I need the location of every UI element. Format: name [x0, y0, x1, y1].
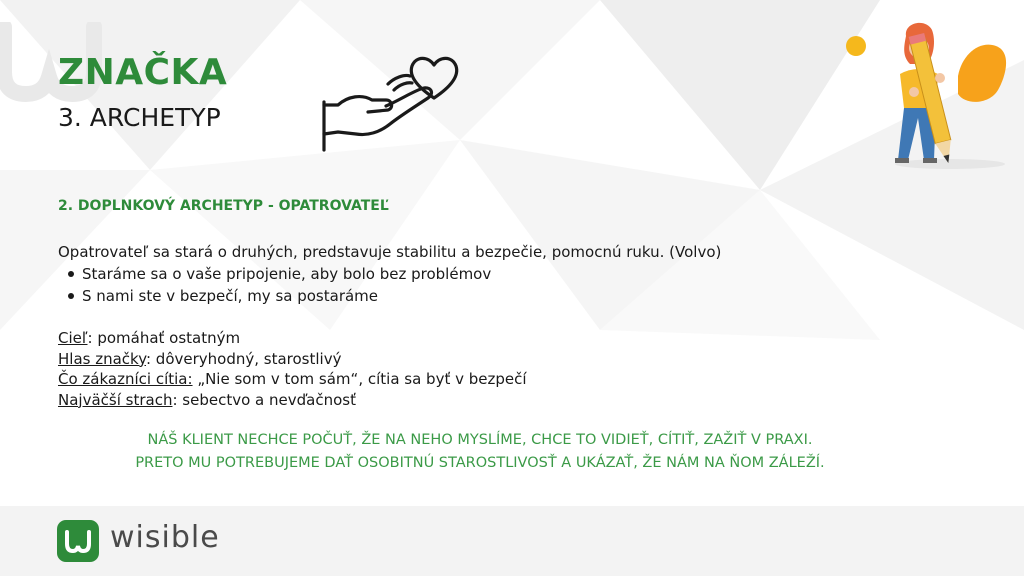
attribute-feeling	[58, 369, 527, 390]
attribute-label: Najväčší strach	[58, 390, 173, 409]
attribute-label: Hlas značky	[58, 349, 146, 368]
girl-with-pencil-illustration	[840, 18, 1020, 178]
bullet-icon	[68, 293, 74, 299]
attribute-fear	[58, 390, 527, 411]
intro-text: Opatrovateľ sa stará o druhých, predstavuje stabilitu a bezpečie, pomocnú ruku. (Volvo)	[58, 243, 722, 261]
page-subtitle: 3. ARCHETYP	[58, 103, 221, 132]
attribute-value: „Nie som v tom sám“, cítia sa byť v bezpečí	[192, 370, 527, 388]
footer-brand: wisible	[110, 520, 220, 555]
callout-line-2: PRETO MU POTREBUJEME DAŤ OSOBITNÚ STAROSTLIVOSŤ A UKÁZAŤ, ŽE NÁM NA ŇOM ZÁLEŽÍ.	[135, 455, 825, 471]
attribute-voice	[58, 349, 527, 370]
wisible-logo-icon	[57, 520, 99, 562]
attribute-value: : pomáhať ostatným	[87, 329, 241, 347]
attribute-value: : sebectvo a nevďačnosť	[172, 390, 356, 409]
list-item: S nami ste v bezpečí, my sa postaráme	[58, 285, 491, 307]
callout-line-1: NÁŠ KLIENT NECHCE POČUŤ, ŽE NA NEHO MYSLÍME, CHCE TO VIDIEŤ, CÍTIŤ, ZAŽIŤ V PRAXI.	[147, 432, 813, 448]
attribute-value: : dôveryhodný, starostlivý	[145, 349, 342, 368]
attribute-label: Čo zákazníci cítia:	[58, 370, 193, 388]
footer	[0, 506, 1024, 576]
bullet-icon	[68, 271, 74, 277]
page-title: ZNAČKA	[58, 52, 228, 93]
bullet-list	[58, 263, 491, 307]
hand-holding-heart-icon	[320, 50, 465, 160]
archetype-attributes	[58, 328, 527, 410]
attribute-goal	[58, 328, 527, 349]
attribute-label: Cieľ	[58, 329, 88, 347]
list-item: Staráme sa o vaše pripojenie, aby bolo bez problémov	[58, 263, 491, 285]
section-heading: 2. DOPLNKOVÝ ARCHETYP - OPATROVATEĽ	[58, 198, 389, 214]
